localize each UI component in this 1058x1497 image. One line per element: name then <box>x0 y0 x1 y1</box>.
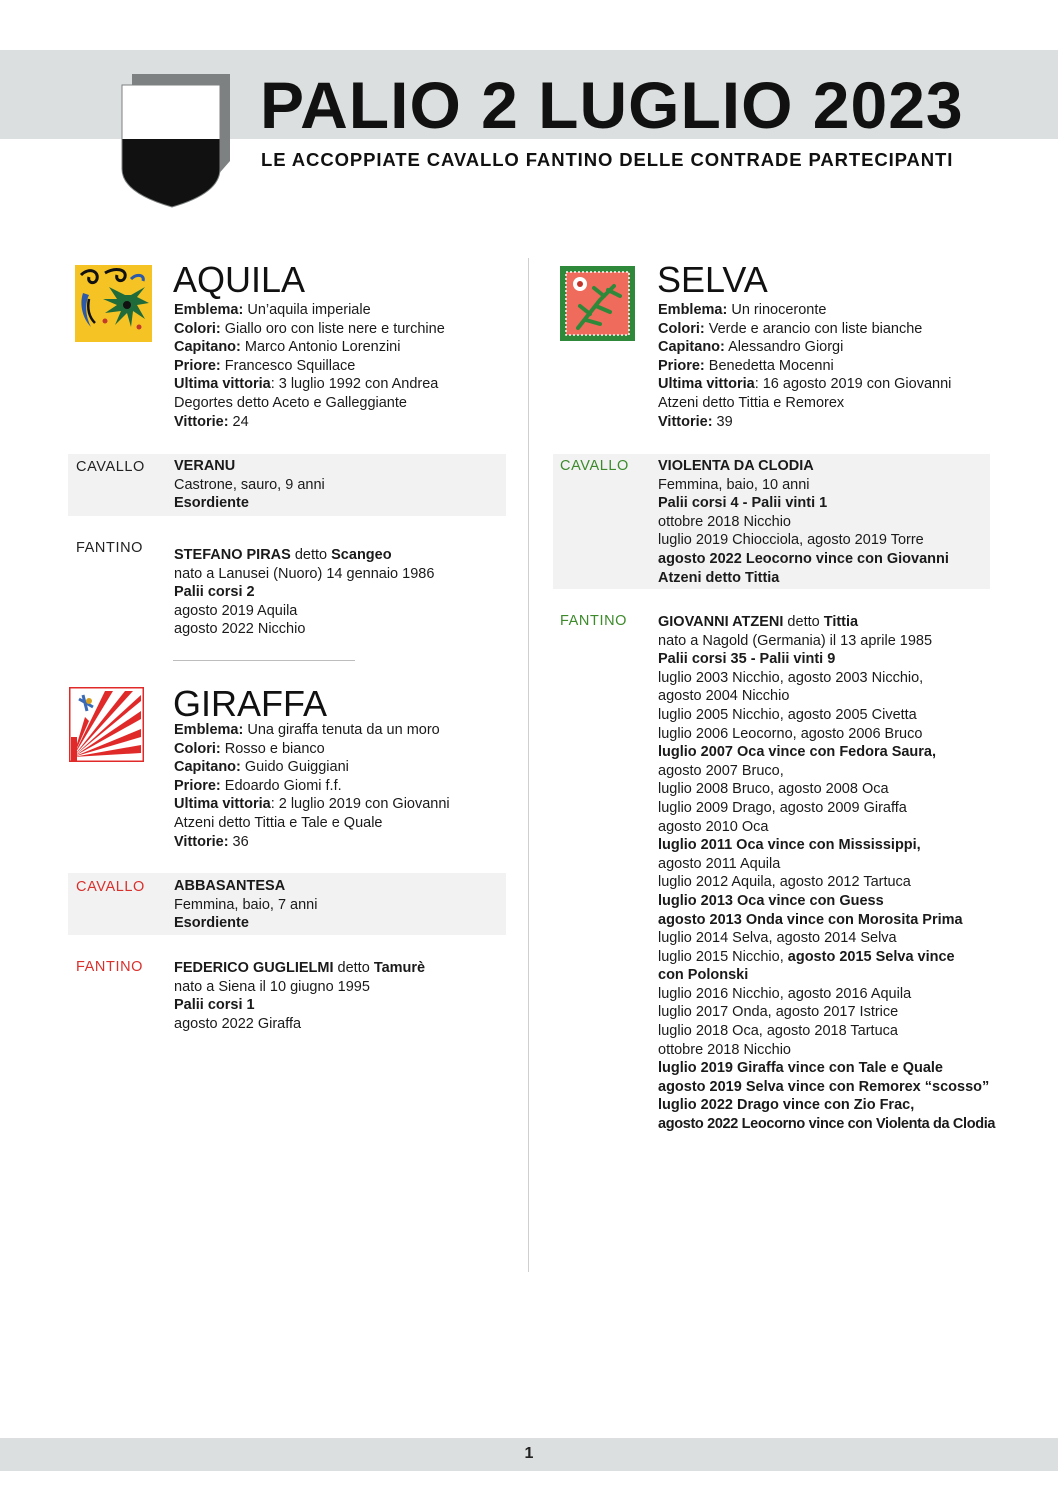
giraffa-info: Emblema: Una giraffa tenuta da un moro Colori: Rosso e bianco Capitano: Guido Guiggiani Priore: Edoardo Giomi f.f. Ultima vittoria: 2 luglio 2019 con Giovanni Atzeni detto Tittia e Tale e Quale Vittorie: 36 <box>174 722 450 850</box>
page-subtitle: LE ACCOPPIATE CAVALLO FANTINO DELLE CONTRADE PARTECIPANTI <box>261 149 954 170</box>
giraffa-cavallo-info: ABBASANTESA Femmina, baio, 7 anni Esordiente <box>174 878 318 932</box>
aquila-flag-icon <box>75 265 152 342</box>
aquila-info: Emblema: Un’aquila imperiale Colori: Giallo oro con liste nere e turchine Capitano: Marco Antonio Lorenzini Priore: Francesco Squillace Ultima vittoria: 3 luglio 1992 con Andrea Degortes detto Aceto e Galleggiante Vittorie: 24 <box>174 302 445 430</box>
giraffa-cavallo-label: CAVALLO <box>76 879 145 895</box>
contrada-name-selva: SELVA <box>657 259 768 300</box>
column-divider <box>528 258 529 1272</box>
selva-fantino-info: GIOVANNI ATZENI detto Tittia nato a Nagold (Germania) il 13 aprile 1985 Palii corsi 35 - Palii vinti 9 luglio 2003 Nicchio, agosto 2003 Nicchio, agosto 2004 Nicchio luglio 2005 Nicchio, agosto 2005 Civetta luglio 2006 Leocorno, agosto 2006 Bruco luglio 2007 Oca vince con Fedora Saura, agosto 2007 Bruco, luglio 2008 Bruco, agosto 2008 Oca luglio 2009 Drago, agosto 2009 Giraffa agosto 2010 Oca luglio 2011 Oca vince con Mississippi, agosto 2011 Aquila luglio 2012 Aquila, agosto 2012 Tartuca luglio 2013 Oca vince con Guess agosto 2013 Onda vince con Morosita Prima luglio 2014 Selva, agosto 2014 Selva luglio 2015 Nicchio, agosto 2015 Selva vince con Polonski luglio 2016 Nicchio, agosto 2016 Aquila luglio 2017 Onda, agosto 2017 Istrice luglio 2018 Oca, agosto 2018 Tartuca ottobre 2018 Nicchio luglio 2019 Giraffa vince con Tale e Quale agosto 2019 Selva vince con Remorex “scosso” luglio 2022 Drago vince con Zio Frac, agosto 2022 Leocorno vince con Violenta da Clodia <box>658 614 996 1133</box>
page-title: PALIO 2 LUGLIO 2023 <box>260 68 964 142</box>
aquila-fantino-info: STEFANO PIRAS detto Scangeo nato a Lanusei (Nuoro) 14 gennaio 1986 Palii corsi 2 agosto 2019 Aquila agosto 2022 Nicchio <box>174 547 435 638</box>
section-separator <box>173 660 355 661</box>
selva-flag-icon <box>560 266 635 341</box>
aquila-cavallo-info: VERANU Castrone, sauro, 9 anni Esordiente <box>174 458 325 512</box>
giraffa-fantino-label: FANTINO <box>76 959 144 975</box>
contrada-name-aquila: AQUILA <box>173 259 306 300</box>
contrada-name-giraffa: GIRAFFA <box>173 683 328 724</box>
page-number: 1 <box>524 1445 534 1462</box>
aquila-cavallo-label: CAVALLO <box>76 459 145 475</box>
shield-icon <box>120 73 232 208</box>
selva-cavallo-label: CAVALLO <box>560 458 629 474</box>
aquila-fantino-label: FANTINO <box>76 540 144 556</box>
giraffa-fantino-info: FEDERICO GUGLIELMI detto Tamurè nato a Siena il 10 giugno 1995 Palii corsi 1 agosto 2022 Giraffa <box>174 960 426 1032</box>
selva-cavallo-info: VIOLENTA DA CLODIA Femmina, baio, 10 anni Palii corsi 4 - Palii vinti 1 ottobre 2018 Nicchio luglio 2019 Chiocciola, agosto 2019 Torre agosto 2022 Leocorno vince con Giovanni Atzeni detto Tittia <box>658 458 949 586</box>
selva-info: Emblema: Un rinoceronte Colori: Verde e arancio con liste bianche Capitano: Alessandro Giorgi Priore: Benedetta Mocenni Ultima vittoria: 16 agosto 2019 con Giovanni Atzeni detto Tittia e Remorex Vittorie: 39 <box>658 302 952 430</box>
selva-fantino-label: FANTINO <box>560 613 628 629</box>
giraffa-flag-icon <box>69 687 144 762</box>
